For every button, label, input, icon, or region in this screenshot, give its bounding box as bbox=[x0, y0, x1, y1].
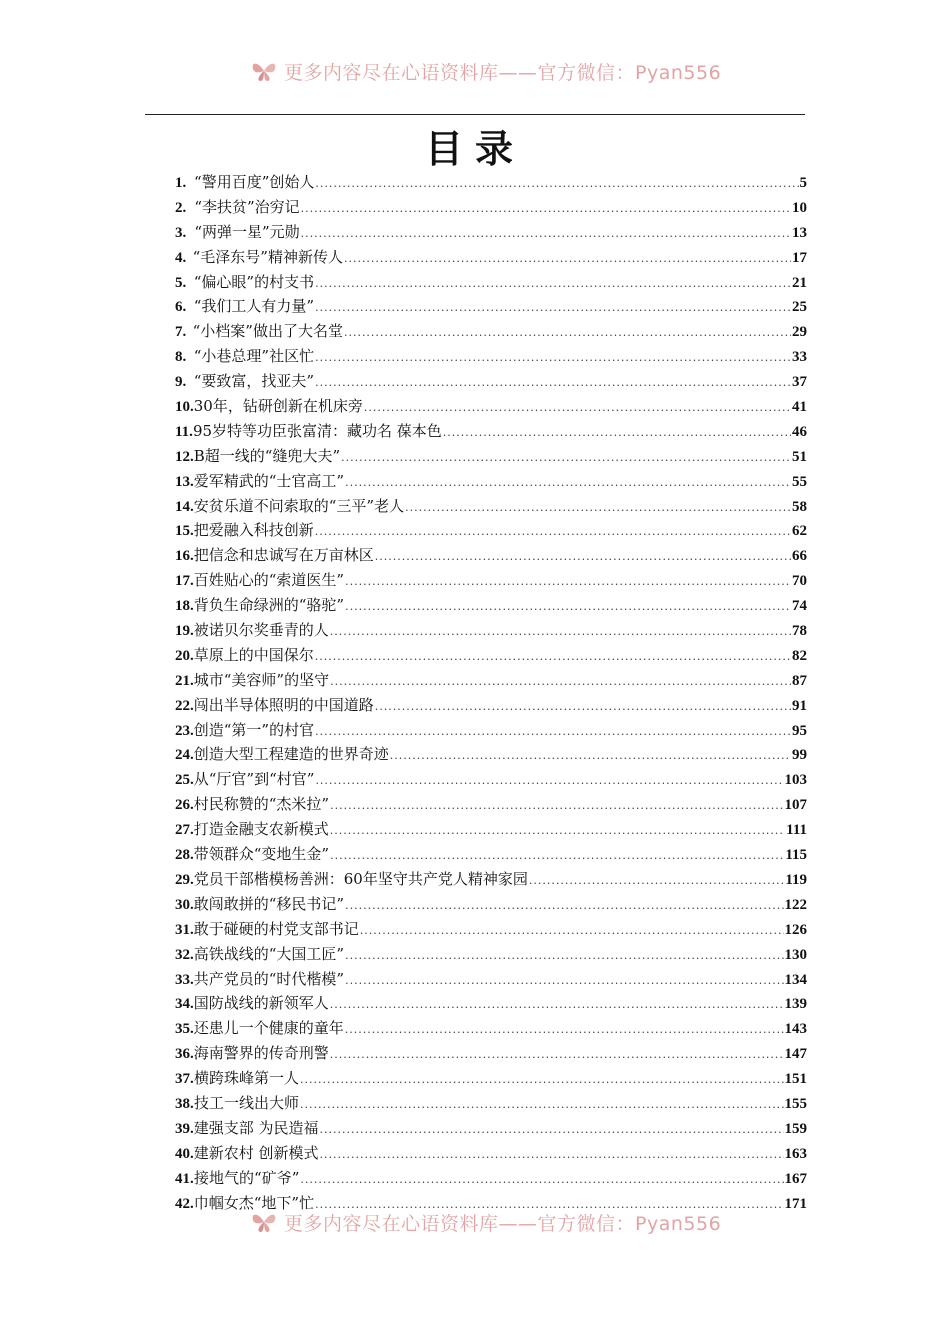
toc-entry-number: 28. bbox=[175, 847, 194, 864]
toc-entry-number: 5. bbox=[175, 274, 187, 291]
toc-entry-number: 42. bbox=[175, 1195, 194, 1212]
toc-entry-title[interactable]: 把爱融入科技创新 bbox=[193, 521, 314, 540]
toc-dot-leader bbox=[390, 744, 791, 769]
toc-entry[interactable] bbox=[175, 817, 807, 842]
toc-entry-page: 70 bbox=[792, 573, 807, 590]
toc-entry-number: 10. bbox=[175, 399, 194, 416]
toc-entry-title[interactable]: 敢于碰硬的村党支部书记 bbox=[193, 919, 359, 938]
toc-entry-page: 62 bbox=[792, 523, 807, 540]
toc-entry[interactable] bbox=[175, 842, 807, 867]
toc-entry-page: 55 bbox=[792, 473, 807, 490]
toc-dot-leader bbox=[344, 247, 791, 272]
watermark-text: 更多内容尽在心语资料库——官方微信：Pyan556 bbox=[284, 1212, 722, 1235]
toc-entry-title[interactable]: 巾帼女杰“地下”忙 bbox=[193, 1193, 315, 1212]
toc-entry-page: 29 bbox=[792, 324, 807, 341]
toc-entry[interactable] bbox=[175, 518, 807, 543]
toc-entry-number: 18. bbox=[175, 598, 194, 615]
toc-dot-leader bbox=[330, 844, 784, 869]
butterfly-logo-icon bbox=[250, 58, 278, 84]
toc-entry-title[interactable]: 30年，钻研创新在机床旁 bbox=[193, 397, 363, 416]
toc-entry-number: 31. bbox=[175, 921, 194, 938]
toc-entry-number: 36. bbox=[175, 1046, 194, 1063]
toc-entry-title[interactable]: 接地气的“矿爷” bbox=[194, 1168, 300, 1187]
toc-entry-title[interactable]: 带领群众“变地生金” bbox=[193, 845, 330, 864]
toc-dot-leader bbox=[345, 1018, 784, 1043]
toc-entry-number: 15. bbox=[175, 523, 194, 540]
toc-entry-title[interactable]: “李扶贫”治穷记 bbox=[194, 197, 300, 216]
toc-entry-number: 24. bbox=[175, 747, 194, 764]
toc-entry-number: 38. bbox=[175, 1095, 194, 1112]
toc-dot-leader bbox=[315, 371, 791, 396]
toc-entry-page: 111 bbox=[786, 822, 807, 839]
toc-entry-number: 8. bbox=[175, 349, 187, 366]
toc-entry-page: 122 bbox=[784, 896, 807, 913]
toc-dot-leader bbox=[330, 819, 785, 844]
toc-dot-leader bbox=[443, 421, 791, 446]
toc-entry-number: 34. bbox=[175, 996, 194, 1013]
toc-entry-number: 40. bbox=[175, 1145, 194, 1162]
toc-entry[interactable] bbox=[175, 270, 807, 295]
toc-entry[interactable] bbox=[175, 220, 807, 245]
toc-dot-leader bbox=[345, 969, 783, 994]
toc-entry-title[interactable]: “两弹一星”元勋 bbox=[194, 222, 300, 241]
toc-dot-leader bbox=[320, 1118, 784, 1143]
toc-dot-leader bbox=[345, 944, 783, 969]
toc-entry-number: 14. bbox=[175, 498, 194, 515]
toc-entry-title[interactable]: B超一线的“缝兜大夫” bbox=[193, 446, 341, 465]
toc-entry-page: 51 bbox=[792, 448, 807, 465]
toc-entry[interactable] bbox=[175, 767, 807, 792]
toc-entry-title[interactable]: 国防战线的新领军人 bbox=[193, 994, 329, 1013]
toc-entry-page: 171 bbox=[784, 1195, 807, 1212]
toc-entry-page: 37 bbox=[792, 374, 807, 391]
toc-entry-page: 82 bbox=[792, 647, 807, 664]
toc-entry-title[interactable]: 闯出半导体照明的中国道路 bbox=[193, 695, 374, 714]
toc-entry-number: 11. bbox=[175, 423, 193, 440]
toc-entry-page: 126 bbox=[784, 921, 807, 938]
toc-entry-page: 25 bbox=[792, 299, 807, 316]
toc-entry[interactable] bbox=[175, 718, 807, 743]
watermark-header bbox=[250, 58, 770, 84]
toc-entry-title[interactable]: 百姓贴心的“索道医生” bbox=[193, 571, 345, 590]
toc-entry-page: 115 bbox=[785, 847, 807, 864]
toc-entry[interactable] bbox=[175, 892, 807, 917]
toc-entry-page: 74 bbox=[792, 598, 807, 615]
toc-entry[interactable] bbox=[175, 294, 807, 319]
toc-dot-leader bbox=[345, 570, 791, 595]
toc-entry-title[interactable]: 敢闯敢拼的“移民书记” bbox=[193, 894, 345, 913]
toc-entry-number: 21. bbox=[175, 672, 194, 689]
toc-entry[interactable] bbox=[175, 742, 807, 767]
toc-entry[interactable] bbox=[175, 1091, 807, 1116]
toc-entry-title[interactable]: “警用百度”创始人 bbox=[194, 173, 315, 191]
toc-entry[interactable] bbox=[175, 643, 807, 668]
toc-dot-leader bbox=[315, 172, 798, 197]
toc-entry-page: 66 bbox=[792, 548, 807, 565]
toc-entry-page: 167 bbox=[784, 1170, 807, 1187]
toc-dot-leader bbox=[345, 595, 791, 620]
toc-entry[interactable] bbox=[175, 1166, 807, 1191]
toc-entry-page: 58 bbox=[792, 498, 807, 515]
toc-entry-number: 26. bbox=[175, 797, 194, 814]
toc-entry[interactable] bbox=[175, 792, 807, 817]
toc-entry[interactable] bbox=[175, 967, 807, 992]
toc-entry-page: 103 bbox=[784, 772, 807, 789]
toc-entry-title[interactable]: “毛泽东号”精神新传人 bbox=[192, 247, 343, 266]
table-of-contents bbox=[175, 170, 807, 1215]
toc-entry[interactable] bbox=[175, 1066, 807, 1091]
toc-entry-title[interactable]: “偏心眼”的村支书 bbox=[193, 272, 315, 291]
toc-dot-leader bbox=[375, 545, 791, 570]
watermark-text: 更多内容尽在心语资料库——官方微信：Pyan556 bbox=[284, 61, 722, 84]
toc-entry-number: 23. bbox=[175, 722, 194, 739]
toc-entry-title[interactable]: 村民称赞的“杰米拉” bbox=[193, 795, 330, 814]
toc-entry-title[interactable]: 还患儿一个健康的童年 bbox=[193, 1019, 344, 1038]
toc-entry[interactable] bbox=[175, 444, 807, 469]
toc-entry-number: 17. bbox=[175, 573, 194, 590]
toc-dot-leader bbox=[300, 1068, 783, 1093]
toc-dot-leader bbox=[529, 869, 784, 894]
toc-entry-page: 17 bbox=[792, 249, 807, 266]
toc-entry-number: 37. bbox=[175, 1071, 194, 1088]
toc-dot-leader bbox=[320, 1143, 784, 1168]
toc-entry-page: 10 bbox=[792, 199, 807, 216]
toc-dot-leader bbox=[315, 769, 783, 794]
toc-entry-number: 29. bbox=[175, 871, 194, 888]
toc-entry-page: 147 bbox=[784, 1046, 807, 1063]
toc-entry[interactable] bbox=[175, 1116, 807, 1141]
toc-dot-leader bbox=[330, 794, 783, 819]
toc-entry-number: 39. bbox=[175, 1120, 194, 1137]
toc-entry-page: 139 bbox=[784, 996, 807, 1013]
toc-entry-number: 41. bbox=[175, 1170, 194, 1187]
toc-dot-leader bbox=[345, 894, 783, 919]
toc-entry-number: 2. bbox=[175, 199, 187, 216]
toc-entry-title[interactable]: 安贫乐道不问索取的“三平”老人 bbox=[193, 496, 405, 515]
toc-entry-number: 12. bbox=[175, 448, 194, 465]
toc-entry[interactable] bbox=[175, 195, 807, 220]
toc-entry-title[interactable]: 打造金融支农新模式 bbox=[193, 820, 329, 839]
toc-entry-page: 95 bbox=[792, 722, 807, 739]
toc-entry-page: 78 bbox=[792, 623, 807, 640]
toc-entry-number: 3. bbox=[175, 224, 187, 241]
toc-entry-number: 27. bbox=[175, 822, 194, 839]
toc-dot-leader bbox=[301, 197, 791, 222]
toc-entry-page: 134 bbox=[784, 971, 807, 988]
toc-entry[interactable] bbox=[175, 867, 807, 892]
toc-entry-title[interactable]: 被诺贝尔奖垂青的人 bbox=[193, 621, 329, 640]
toc-entry-number: 33. bbox=[175, 971, 194, 988]
toc-entry-page: 33 bbox=[792, 349, 807, 366]
toc-entry-title[interactable]: “要致富，找亚夫” bbox=[193, 372, 315, 391]
toc-entry-page: 119 bbox=[785, 871, 807, 888]
toc-entry-title[interactable]: 建新农村 创新模式 bbox=[193, 1143, 319, 1162]
toc-entry[interactable] bbox=[175, 543, 807, 568]
toc-entry-title[interactable]: 创造“第一”的村官 bbox=[193, 720, 315, 739]
toc-dot-leader bbox=[360, 919, 784, 944]
toc-dot-leader bbox=[330, 1043, 784, 1068]
toc-entry[interactable] bbox=[175, 170, 807, 195]
toc-entry-page: 130 bbox=[784, 946, 807, 963]
toc-entry[interactable] bbox=[175, 693, 807, 718]
toc-dot-leader bbox=[300, 1093, 783, 1118]
toc-entry-title[interactable]: 横跨珠峰第一人 bbox=[194, 1069, 300, 1088]
toc-entry-number: 32. bbox=[175, 946, 194, 963]
toc-entry-page: 163 bbox=[784, 1145, 807, 1162]
toc-entry-title[interactable]: “小档案”做出了大名堂 bbox=[192, 322, 343, 341]
toc-entry[interactable] bbox=[175, 1016, 807, 1041]
toc-entry-title[interactable]: 草原上的中国保尔 bbox=[193, 645, 314, 664]
toc-entry-page: 13 bbox=[792, 224, 807, 241]
toc-entry-number: 20. bbox=[175, 647, 194, 664]
toc-entry[interactable] bbox=[175, 1041, 807, 1066]
toc-entry[interactable] bbox=[175, 245, 807, 270]
toc-dot-leader bbox=[375, 695, 791, 720]
toc-entry-page: 87 bbox=[792, 672, 807, 689]
toc-entry[interactable] bbox=[175, 344, 807, 369]
toc-dot-leader bbox=[330, 993, 784, 1018]
toc-dot-leader bbox=[364, 396, 791, 421]
toc-entry-title[interactable]: 共产党员的“时代楷模” bbox=[193, 969, 345, 988]
toc-dot-leader bbox=[315, 346, 791, 371]
toc-entry-page: 5 bbox=[799, 175, 807, 191]
toc-dot-leader bbox=[330, 670, 791, 695]
toc-entry-page: 91 bbox=[792, 697, 807, 714]
toc-entry-title[interactable]: 从“厅官”到“村官” bbox=[193, 770, 315, 789]
toc-entry[interactable] bbox=[175, 319, 807, 344]
toc-entry[interactable] bbox=[175, 568, 807, 593]
toc-entry-page: 159 bbox=[784, 1120, 807, 1137]
toc-dot-leader bbox=[315, 520, 791, 545]
toc-entry-number: 16. bbox=[175, 548, 194, 565]
butterfly-logo-icon bbox=[250, 1209, 278, 1235]
toc-dot-leader bbox=[405, 496, 791, 521]
toc-dot-leader bbox=[315, 645, 791, 670]
toc-entry-number: 1. bbox=[175, 175, 187, 191]
toc-entry-number: 30. bbox=[175, 896, 194, 913]
toc-dot-leader bbox=[315, 272, 791, 297]
toc-entry-title[interactable]: 爱军精武的“士官高工” bbox=[193, 471, 345, 490]
toc-dot-leader bbox=[345, 471, 791, 496]
page-title: 目录 bbox=[424, 126, 525, 171]
toc-dot-leader bbox=[301, 222, 791, 247]
toc-entry-number: 13. bbox=[175, 473, 194, 490]
toc-entry[interactable] bbox=[175, 668, 807, 693]
toc-entry-page: 155 bbox=[784, 1095, 807, 1112]
header-rule bbox=[145, 114, 805, 115]
toc-entry-title[interactable]: 技工一线出大师 bbox=[194, 1093, 300, 1112]
toc-entry-title[interactable]: 城市“美容师”的坚守 bbox=[193, 670, 330, 689]
toc-entry[interactable] bbox=[175, 618, 807, 643]
toc-dot-leader bbox=[341, 446, 791, 471]
toc-entry-title[interactable]: 党员干部楷模杨善洲：60年坚守共产党人精神家园 bbox=[193, 869, 528, 888]
toc-entry-number: 35. bbox=[175, 1021, 194, 1038]
toc-entry-number: 19. bbox=[175, 623, 194, 640]
toc-entry[interactable] bbox=[175, 369, 807, 394]
toc-entry[interactable] bbox=[175, 991, 807, 1016]
toc-entry-title[interactable]: 高铁战线的“大国工匠” bbox=[193, 944, 345, 963]
toc-entry-number: 25. bbox=[175, 772, 194, 789]
toc-entry-number: 7. bbox=[175, 324, 187, 341]
toc-entry[interactable] bbox=[175, 917, 807, 942]
toc-entry-title[interactable]: “我们工人有力量” bbox=[193, 297, 315, 316]
toc-entry[interactable] bbox=[175, 593, 807, 618]
toc-entry-page: 41 bbox=[792, 399, 807, 416]
toc-entry-number: 4. bbox=[175, 249, 187, 266]
toc-entry-title[interactable]: “小巷总理”社区忙 bbox=[193, 347, 315, 366]
toc-dot-leader bbox=[300, 1168, 783, 1193]
toc-entry-page: 107 bbox=[784, 797, 807, 814]
toc-entry-title[interactable]: 海南警界的传奇刑警 bbox=[193, 1044, 329, 1063]
toc-dot-leader bbox=[330, 620, 791, 645]
toc-entry-page: 46 bbox=[792, 423, 807, 440]
watermark-footer bbox=[250, 1209, 770, 1235]
toc-entry[interactable] bbox=[175, 942, 807, 967]
toc-entry-title[interactable]: 背负生命绿洲的“骆驼” bbox=[193, 596, 345, 615]
toc-entry-page: 151 bbox=[784, 1071, 807, 1088]
toc-entry[interactable] bbox=[175, 419, 807, 444]
toc-entry[interactable] bbox=[175, 469, 807, 494]
toc-entry-number: 6. bbox=[175, 299, 187, 316]
toc-entry-title[interactable]: 95岁特等功臣张富清：藏功名 葆本色 bbox=[192, 421, 442, 440]
toc-entry-number: 9. bbox=[175, 374, 187, 391]
toc-dot-leader bbox=[344, 321, 791, 346]
toc-entry-title[interactable]: 建强支部 为民造福 bbox=[193, 1118, 319, 1137]
toc-entry-page: 21 bbox=[792, 274, 807, 291]
toc-entry[interactable] bbox=[175, 494, 807, 519]
toc-entry-number: 22. bbox=[175, 697, 194, 714]
toc-dot-leader bbox=[315, 720, 791, 745]
toc-dot-leader bbox=[315, 296, 791, 321]
toc-entry[interactable] bbox=[175, 1141, 807, 1166]
toc-entry-page: 143 bbox=[784, 1021, 807, 1038]
toc-entry-page: 99 bbox=[792, 747, 807, 764]
toc-entry[interactable] bbox=[175, 394, 807, 419]
toc-entry-title[interactable]: 把信念和忠诚写在万亩林区 bbox=[193, 546, 374, 565]
toc-entry-title[interactable]: 创造大型工程建造的世界奇迹 bbox=[193, 745, 389, 764]
